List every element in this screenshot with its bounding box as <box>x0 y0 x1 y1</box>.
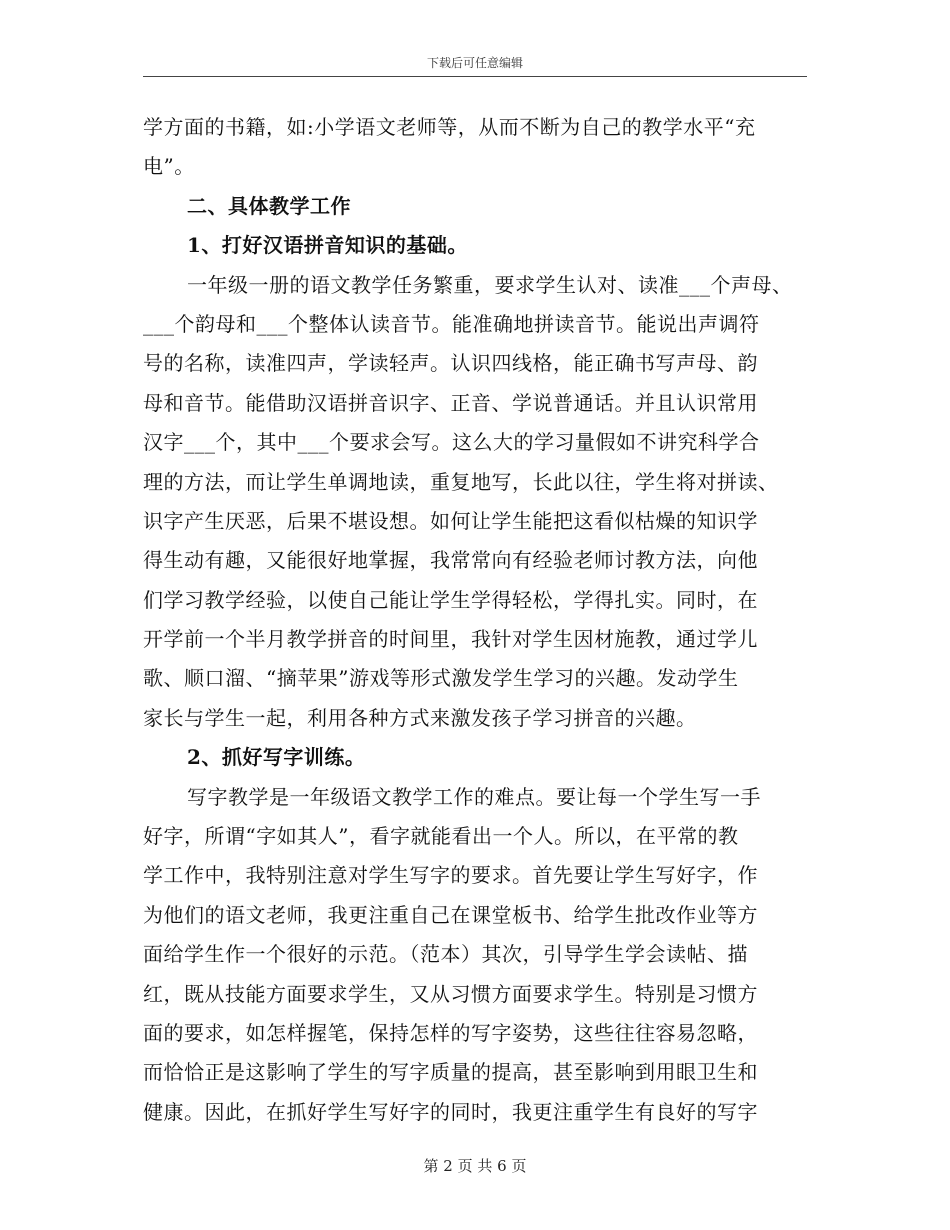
text-line: 学工作中，我特别注意对学生写字的要求。首先要让学生写好字，作 <box>143 863 758 888</box>
text-line: 开学前一个半月教学拼音的时间里，我针对学生因材施教，通过学儿 <box>143 627 758 652</box>
section-heading: 2、抓好写字训练。 <box>187 745 366 770</box>
text-line: 面给学生作一个很好的示范。（范本）其次，引导学生学会读帖、描 <box>143 942 748 967</box>
text-line: 母和音节。能借助汉语拼音识字、正音、学说普通话。并且认识常用 <box>143 390 758 415</box>
text-line: 理的方法，而让学生单调地读，重复地写，长此以往，学生将对拼读、 <box>143 469 779 494</box>
text-line: 歌、顺口溜、“摘苹果”游戏等形式激发学生学习的兴趣。发动学生 <box>143 666 739 691</box>
text-line: 汉字___个，其中___个要求会写。这么大的学习量假如不讲究科学合 <box>143 430 760 455</box>
text-line: 号的名称，读准四声，学读轻声。认识四线格，能正确书写声母、韵 <box>143 351 758 376</box>
text-line: 们学习教学经验，以使自己能让学生学得轻松，学得扎实。同时，在 <box>143 587 758 612</box>
text-line: 写字教学是一年级语文教学工作的难点。要让每一个学生写一手 <box>187 784 761 809</box>
text-line: 学方面的书籍，如:小学语文老师等，从而不断为自己的教学水平“充 <box>143 115 756 139</box>
text-line: 健康。因此，在抓好学生写好字的同时，我更注重学生有良好的写字 <box>143 1099 758 1124</box>
text-line: 一年级一册的语文教学任务繁重，要求学生认对、读准___个声母、 <box>187 272 793 297</box>
page-header: 下载后可任意编辑 <box>426 56 523 70</box>
text-line: 面的要求，如怎样握笔，保持怎样的写字姿势，这些往往容易忽略， <box>143 1020 758 1045</box>
text-line: 为他们的语文老师，我更注重自己在课堂板书、给学生批改作业等方 <box>143 902 758 927</box>
text-line: ___个韵母和___个整体认读音节。能准确地拼读音节。能说出声调符 <box>143 311 760 336</box>
text-line: 而恰恰正是这影响了学生的写字质量的提高，甚至影响到用眼卫生和 <box>143 1060 758 1085</box>
section-heading: 二、具体教学工作 <box>187 193 351 218</box>
text-line: 家长与学生一起，利用各种方式来激发孩子学习拼音的兴趣。 <box>143 705 697 730</box>
header-divider <box>143 76 807 77</box>
text-line: 红，既从技能方面要求学生，又从习惯方面要求学生。特别是习惯方 <box>143 981 758 1006</box>
document-body <box>143 108 823 1132</box>
page-footer: 第 2 页 共 6 页 <box>423 1157 527 1175</box>
text-line: 识字产生厌恶，后果不堪设想。如何让学生能把这看似枯燥的知识学 <box>143 508 758 533</box>
text-line: 好字，所谓“字如其人”，看字就能看出一个人。所以，在平常的教 <box>143 824 739 849</box>
text-line: 得生动有趣，又能很好地掌握，我常常向有经验老师讨教方法，向他 <box>143 548 758 573</box>
section-heading: 1、打好汉语拼音知识的基础。 <box>187 233 468 258</box>
text-line: 电”。 <box>143 154 195 179</box>
